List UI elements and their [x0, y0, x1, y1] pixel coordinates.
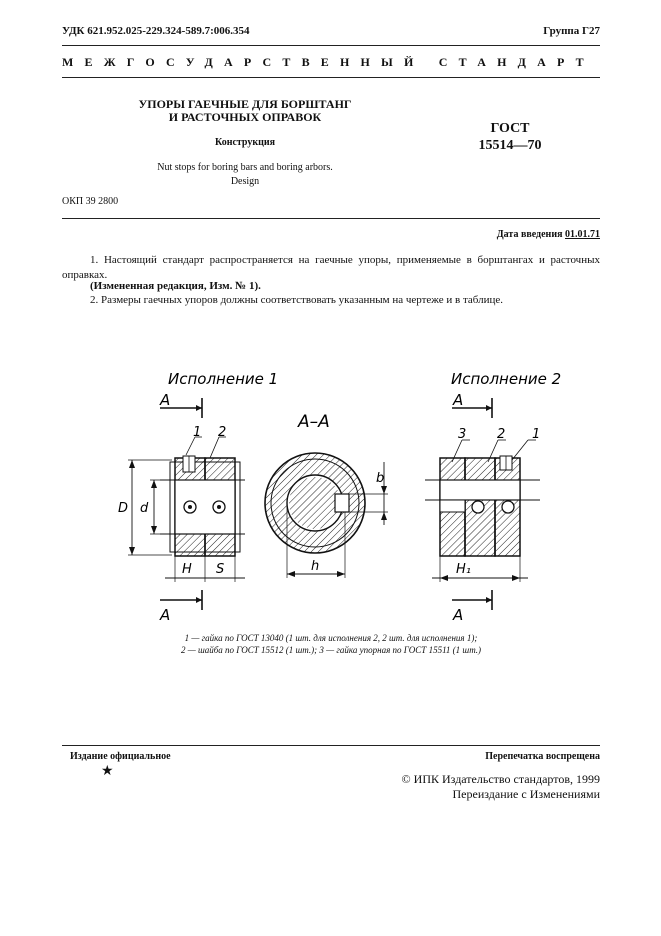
- title-rule: [62, 218, 600, 219]
- english-title: [95, 161, 395, 189]
- doc-subtitle: Конструкция: [214, 137, 276, 148]
- paragraph-1-note: (Измененная редакция, Изм. № 1).: [90, 280, 261, 292]
- star-mark: ★: [101, 764, 114, 779]
- doc-title: [95, 98, 395, 124]
- section-mark-top-1: А: [160, 391, 171, 409]
- figure-caption: [62, 632, 600, 656]
- dim-H: H: [182, 562, 192, 577]
- dim-b: b: [376, 471, 385, 486]
- section-mark-top-2: А: [453, 391, 464, 409]
- standard-banner: МЕЖГОСУДАРСТВЕННЫЙ СТАНДАРТ: [62, 55, 595, 69]
- reprint-prohibited: Перепечатка воспрещена: [485, 751, 600, 762]
- dim-S: S: [216, 562, 225, 577]
- footer-rule: [62, 745, 600, 746]
- udk-code: УДК 621.952.025-229.324-589.7:006.354: [62, 25, 250, 37]
- reissue-line: Переиздание с Изменениями: [452, 787, 600, 801]
- paragraph-2: 2. Размеры гаечных упоров должны соответствовать указанным на чертеже и в таблице.: [90, 294, 504, 306]
- caption-line-1: 1 — гайка по ГОСТ 13040 (1 шт. для исполнения 2, 2 шт. для исполнения 1);: [184, 633, 478, 643]
- caption-line-2: 2 — шайба по ГОСТ 15512 (1 шт.); 3 — гайка упорная по ГОСТ 15511 (1 шт.): [180, 645, 482, 655]
- callout-2-v1: 2: [218, 425, 227, 440]
- callout-3-v2: 3: [458, 427, 467, 442]
- intro-date-label: Дата введения: [496, 229, 563, 240]
- english-title-line2: Design: [230, 176, 260, 187]
- callout-1-v2: 1: [532, 427, 541, 442]
- section-aa-drawing: [265, 453, 388, 578]
- section-mark-bottom-1: А: [160, 606, 171, 624]
- section-label: А–А: [298, 412, 330, 432]
- gost-number: [440, 120, 580, 154]
- intro-date-value: 01.01.71: [565, 229, 600, 240]
- edition-official: Издание официальное: [70, 751, 171, 762]
- doc-title-line2: И РАСТОЧНЫХ ОПРАВОК: [168, 110, 322, 124]
- doc-title-line1: УПОРЫ ГАЕЧНЫЕ ДЛЯ БОРШТАНГ: [138, 97, 352, 111]
- copyright-line: © ИПК Издательство стандартов, 1999: [401, 772, 600, 786]
- publisher-info: [402, 772, 600, 802]
- english-title-line1: Nut stops for boring bars and boring arbors.: [157, 162, 333, 173]
- gost-code: 15514—70: [478, 138, 542, 153]
- dim-D: D: [118, 501, 129, 516]
- section-mark-bottom-2: А: [453, 606, 464, 624]
- intro-date: [497, 229, 600, 240]
- dim-d: d: [140, 501, 149, 516]
- header-rule-bottom: [62, 77, 600, 78]
- variant-1-label: Исполнение 1: [168, 370, 279, 388]
- paragraph-1: 1. Настоящий стандарт распространяется на гаечные упоры, применяемые в борштангах и расточных оправках.: [62, 254, 600, 281]
- dim-H1: H₁: [456, 562, 471, 577]
- header-rule-top: [62, 45, 600, 46]
- callout-2-v2: 2: [497, 427, 506, 442]
- gost-label: ГОСТ: [490, 121, 530, 136]
- variant-2-label: Исполнение 2: [451, 370, 562, 388]
- technical-drawing: [0, 355, 661, 655]
- dim-h: h: [311, 559, 320, 574]
- group-code: Группа Г27: [543, 25, 600, 37]
- variant-2-drawing: [425, 391, 540, 624]
- okp-code: ОКП 39 2800: [62, 196, 119, 207]
- callout-1-v1: 1: [193, 425, 202, 440]
- variant-1-drawing: [118, 391, 245, 624]
